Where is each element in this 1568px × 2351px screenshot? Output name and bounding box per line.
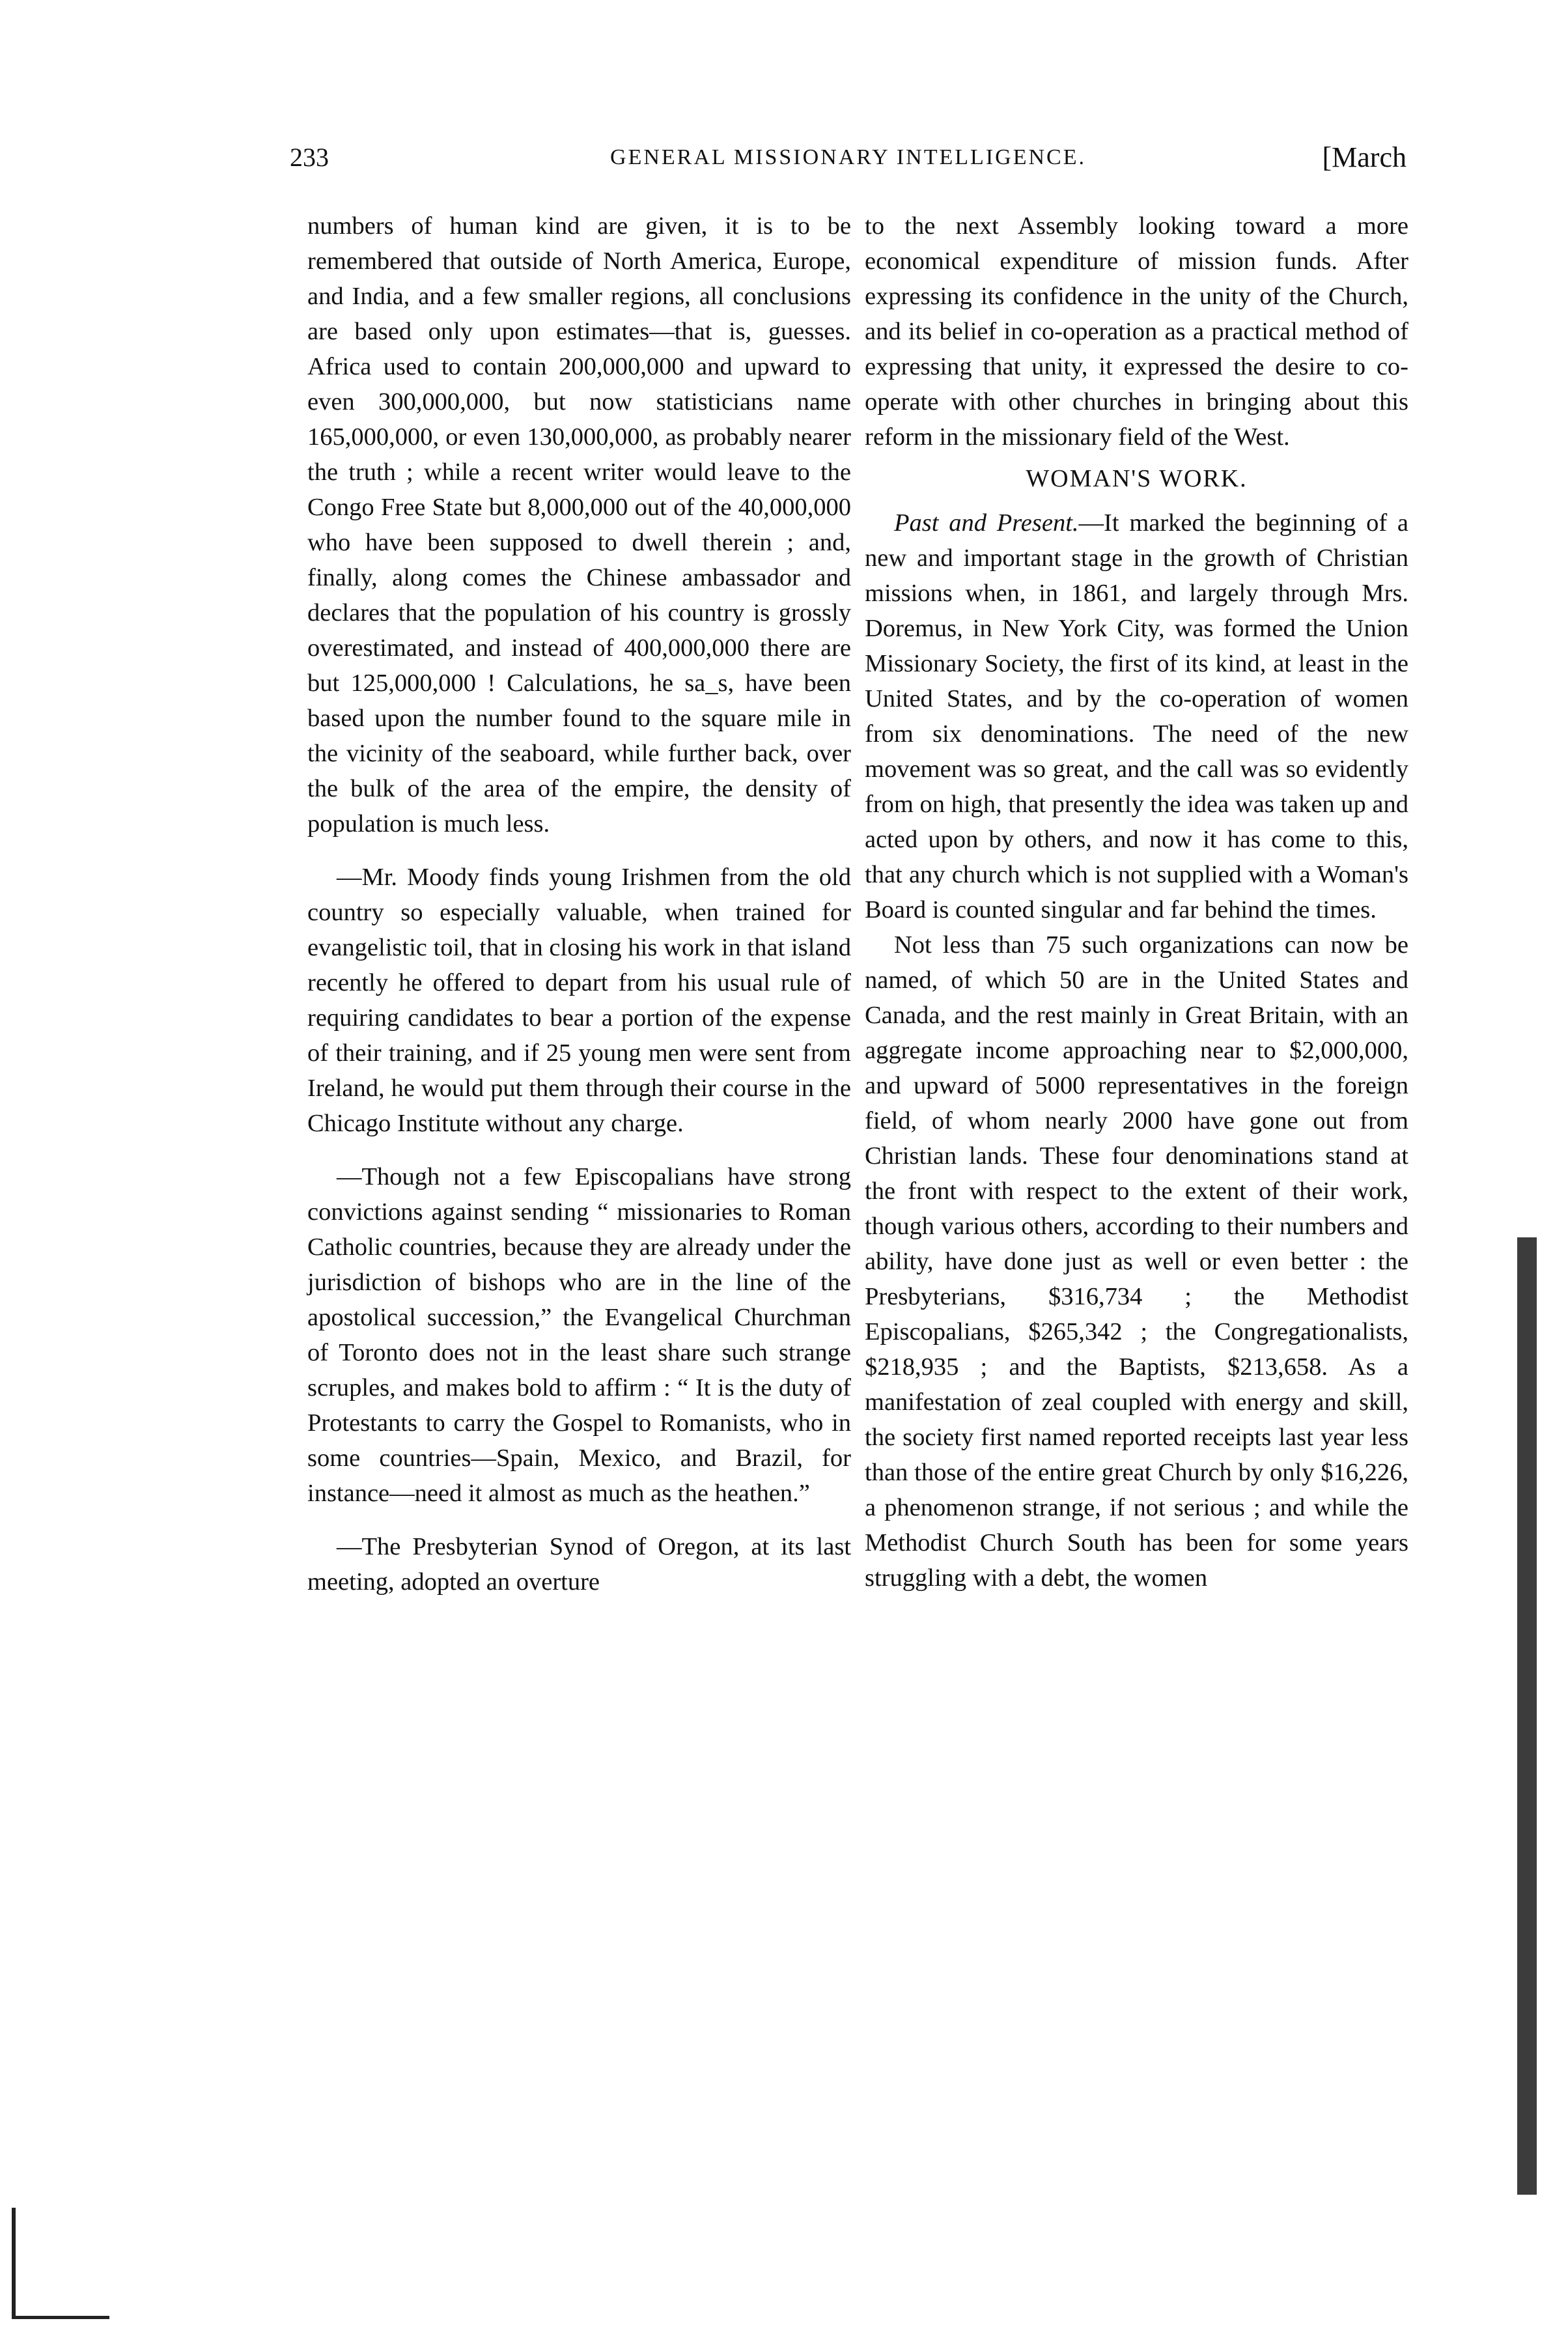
- episcopalians-paragraph: —Though not a few Episcopalians have strong convictions against sending “ missionaries to Roman Catholic countries, because they are already under the jurisdiction of bishops who are in the line of the apostolical succession,” the Evangelical Churchman of Toronto does not in the least share such strange scruples, and makes bold to affirm : “ It is the duty of Protestants to carry the Gospel to Romanists, who in some countries—Spain, Mexico, and Brazil, for instance—need it almost as much as the heathen.”: [307, 1163, 851, 1507]
- overture-continuation-paragraph: to the next Assembly looking toward a more economical expenditure of mission funds. After expressing its confidence in the unity of the Church, and its belief in co-operation as a practical method of expressing that unity, it expressed the desire to co-operate with other churches in bringing about this reform in the missionary field of the West.: [865, 212, 1408, 451]
- organizations-paragraph: Not less than 75 such organizations can now be named, of which 50 are in the United States and Canada, and the rest mainly in Great Britain, with an aggregate income approaching near to $2,000,000, and upward of 5000 representatives in the foreign field, of whom nearly 2000 have gone out from Christian lands. These four denominations stand at the front with respect to the extent of their work, though various others, according to their numbers and ability, have done just as well or even better : the Presbyterians, $316,734 ; the Methodist Episcopalians, $265,342 ; the Congregationalists, $218,935 ; and the Baptists, $213,658. As a manifestation of zeal coupled with energy and skill, the society first named reported receipts last year less than those of the entire great Church by only $16,226, a phenomenon strange, if not serious ; and while the Methodist Church South has been for some years struggling with a debt, the women: [865, 931, 1408, 1592]
- left-column: [307, 208, 851, 1599]
- running-head: [290, 138, 1407, 177]
- scan-margin-rule: [12, 2208, 16, 2318]
- oregon-synod-paragraph: —The Presbyterian Synod of Oregon, at its last meeting, adopted an overture: [307, 1533, 851, 1596]
- population-estimates-paragraph: numbers of human kind are given, it is to be remembered that outside of North America, Europe, and India, and a few smaller regions, all conclusions are based only upon estimates—that is, guesses. Africa used to contain 200,000,000 and upward to even 300,000,000, but now statisticians name 165,000,000, or even 130,000,000, as probably nearer the truth ; while a recent writer would leave to the Congo Free State but 8,000,000 out of the 40,000,000 who have been supposed to dwell therein ; and, finally, along comes the Chinese ambassador and declares that the population of his country is grossly overestimated, and instead of 400,000,000 there are but 125,000,000 ! Calculations, he sa_s, have been based upon the number found to the square mile in the vicinity of the seaboard, while further back, over the bulk of the area of the empire, the density of population is much less.: [307, 212, 851, 838]
- page-number: 233: [290, 143, 329, 172]
- run-in-heading: Past and Present.: [894, 509, 1079, 537]
- past-and-present-body: —It marked the beginning of a new and important stage in the growth of Christian missions when, in 1861, and largely through Mrs. Doremus, in New York City, was formed the Union Missionary Society, the first of its kind, at least in the United States, and by the co-operation of women from six denominations. The need of the new movement was so great, and the call was so evidently from on high, that presently the idea was taken up and acted upon by others, and now it has come to this, that any church which is not supplied with a Woman's Board is counted singular and far behind the times.: [865, 509, 1409, 923]
- right-column: [865, 208, 1408, 1596]
- past-and-present-paragraph: [865, 505, 1408, 927]
- section-heading-womans-work: WOMAN'S WORK.: [1026, 465, 1248, 492]
- scan-margin-rule-foot: [12, 2316, 109, 2319]
- issue-month: [March: [1322, 141, 1407, 173]
- journal-title: GENERAL MISSIONARY INTELLIGENCE.: [610, 145, 1086, 169]
- moody-irishmen-paragraph: —Mr. Moody finds young Irishmen from the old country so especially valuable, when trained for evangelistic toil, that in closing his work in that island recently he offered to depart from his usual rule of requiring candidates to bear a portion of the expense of their training, and if 25 young men were sent from Ireland, he would put them through their course in the Chicago Institute without any charge.: [307, 864, 851, 1137]
- scan-binding-shadow: [1517, 1237, 1537, 2195]
